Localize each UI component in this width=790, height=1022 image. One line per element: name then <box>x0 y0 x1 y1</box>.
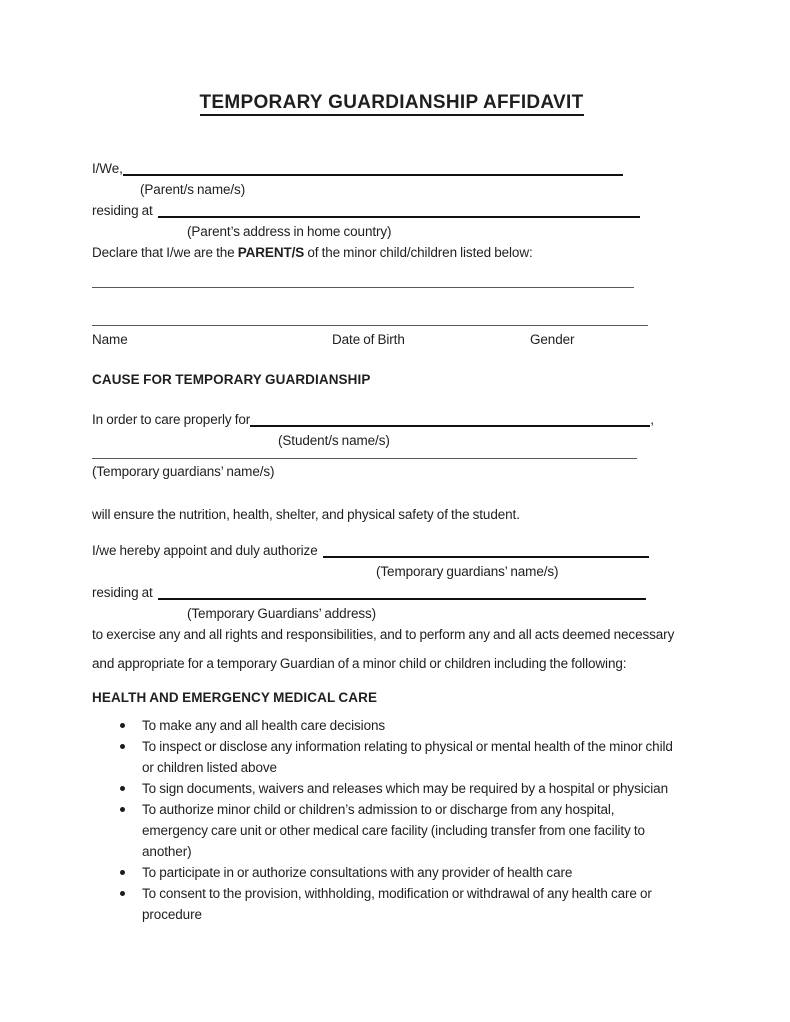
declaration-parents-bold: PARENT/S <box>237 245 305 260</box>
column-name: Name <box>92 332 128 347</box>
parents-name-row <box>92 158 691 179</box>
iwe-label: I/We, <box>92 161 123 176</box>
guardian-name-caption: (Temporary guardians’ name/s) <box>92 464 275 479</box>
child-entry-rule-1 <box>92 287 634 288</box>
guardian-address-blank <box>158 598 646 600</box>
column-gender: Gender <box>530 332 575 347</box>
appropriate-line: and appropriate for a temporary Guardian of a minor child or children including the following: <box>92 656 627 671</box>
appoint-caption: (Temporary guardians’ name/s) <box>376 564 559 579</box>
guardian-name-blank <box>323 556 649 558</box>
appoint-row <box>92 540 691 561</box>
parents-address-row <box>92 200 691 221</box>
appoint-label: I/we hereby appoint and duly authorize <box>92 543 318 558</box>
parents-address-caption: (Parent’s address in home country) <box>187 224 392 239</box>
student-name-row <box>92 409 691 430</box>
document-title-text: TEMPORARY GUARDIANSHIP AFFIDAVIT <box>200 92 584 116</box>
declaration-post: of the minor child/children listed below: <box>304 245 533 260</box>
student-name-caption: (Student/s name/s) <box>278 433 390 448</box>
health-bullet-item: To consent to the provision, withholding, modification or withdrawal of any health care or procedure <box>118 883 678 925</box>
ensure-line: will ensure the nutrition, health, shelter, and physical safety of the student. <box>92 507 520 522</box>
declaration-line <box>92 242 691 263</box>
child-entry-rule-2 <box>92 325 648 326</box>
cause-section-heading: CAUSE FOR TEMPORARY GUARDIANSHIP <box>92 372 371 387</box>
health-bullet-item: To inspect or disclose any information relating to physical or mental health of the minor child or children listed above <box>118 736 678 778</box>
health-section-heading: HEALTH AND EMERGENCY MEDICAL CARE <box>92 690 378 705</box>
residing-at-label: residing at <box>92 203 153 218</box>
declaration-pre: Declare that I/we are the <box>92 245 238 260</box>
guardian-address-caption: (Temporary Guardians’ address) <box>187 606 377 621</box>
column-date-of-birth: Date of Birth <box>332 332 405 347</box>
student-name-blank <box>250 425 650 427</box>
guardian-residing-at-label: residing at <box>92 585 153 600</box>
health-bullet-list <box>118 715 678 925</box>
guardian-name-rule <box>92 458 637 459</box>
document-title <box>92 91 691 114</box>
guardian-address-row <box>92 582 691 603</box>
health-bullet-item: To sign documents, waivers and releases which may be required by a hospital or physician <box>118 778 678 799</box>
health-bullet-item: To authorize minor child or children’s admission to or discharge from any hospital, emergency care unit or other medical care facility (including transfer from one facility to another) <box>118 799 678 862</box>
care-suffix: , <box>650 412 654 427</box>
health-bullet-item: To make any and all health care decisions <box>118 715 678 736</box>
care-label: In order to care properly for <box>92 412 251 427</box>
parents-name-blank <box>123 174 623 176</box>
health-bullet-item: To participate in or authorize consultations with any provider of health care <box>118 862 678 883</box>
parents-address-blank <box>158 216 640 218</box>
child-table-header <box>92 329 691 350</box>
parents-name-caption: (Parent/s name/s) <box>140 182 246 197</box>
exercise-line: to exercise any and all rights and responsibilities, and to perform any and all acts deemed necessary <box>92 627 675 642</box>
